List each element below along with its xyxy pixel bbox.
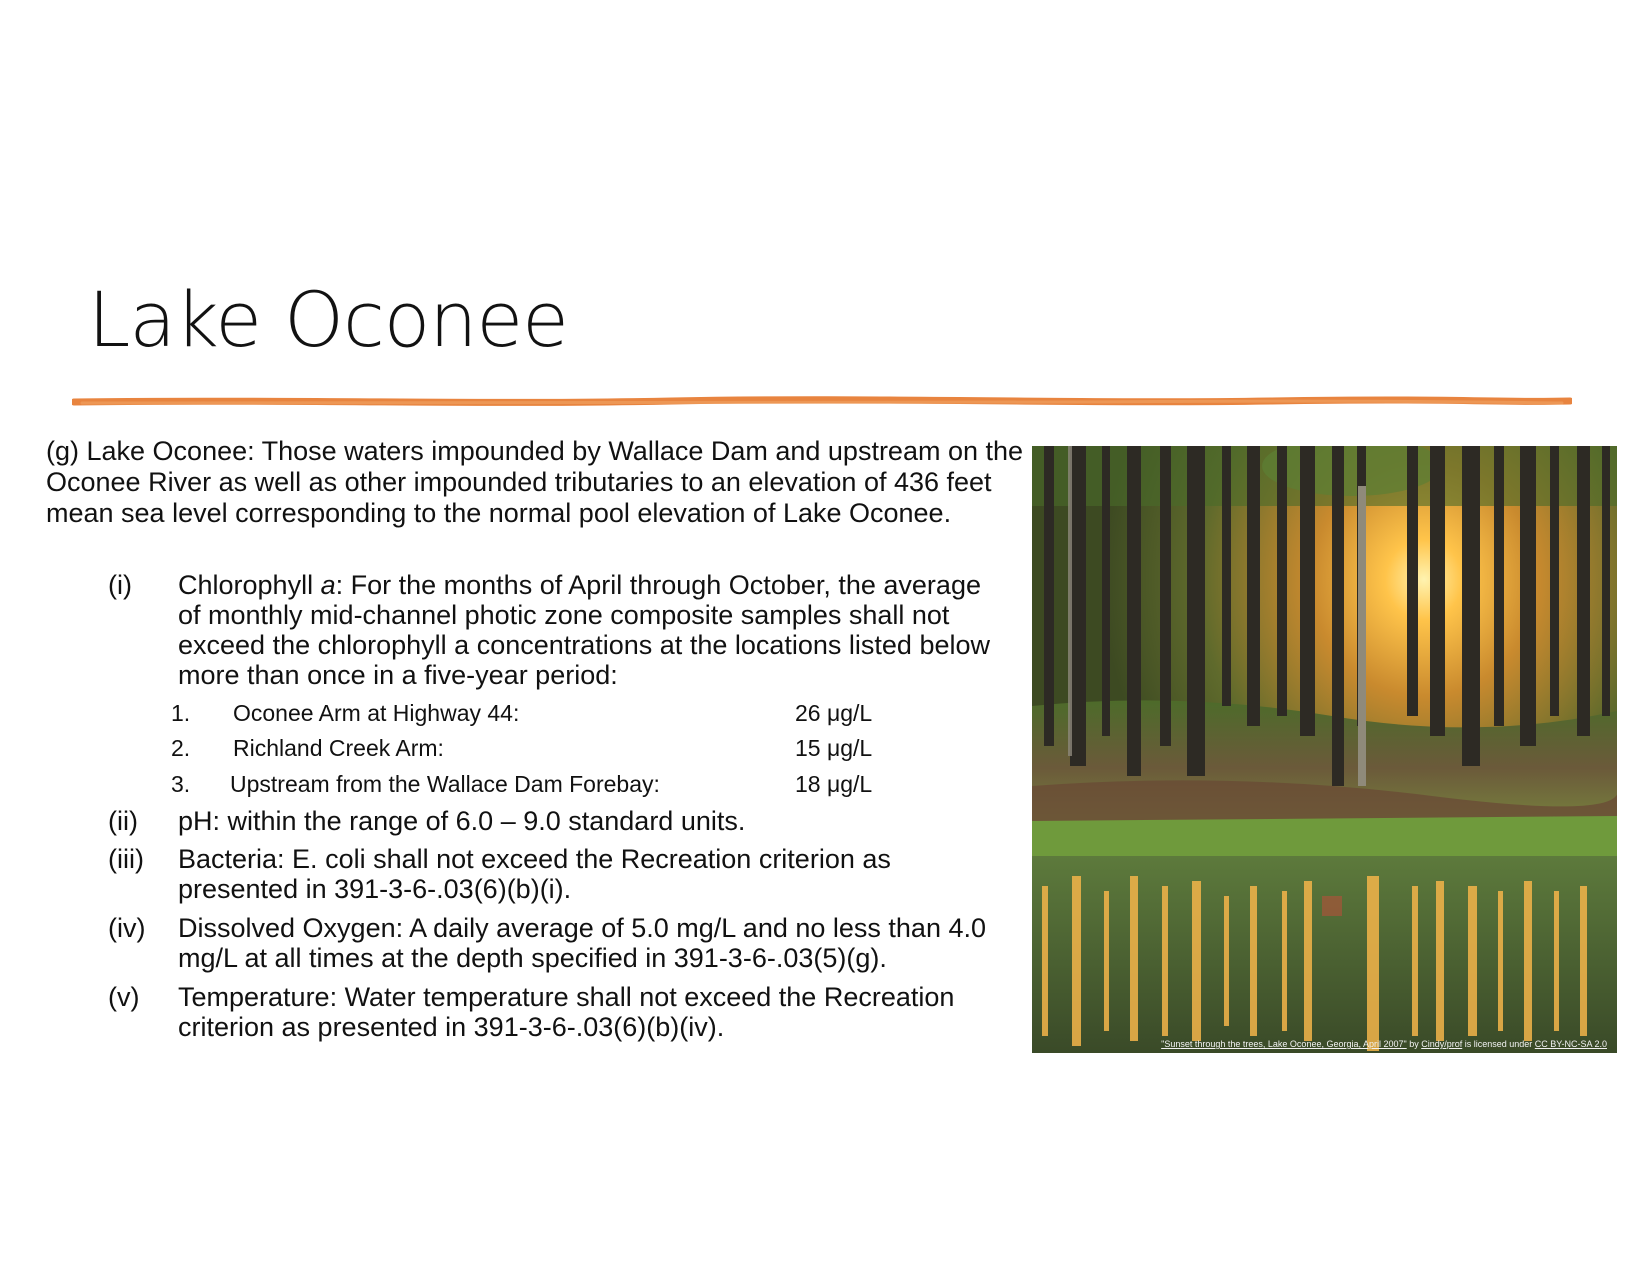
item-text: pH: within the range of 6.0 – 9.0 standard units.: [178, 806, 746, 836]
location-number: 3.: [171, 771, 191, 797]
item-text: Bacteria: E. coli shall not exceed the Recreation criterion as presented in 391-3-6-.03(6)(b)(i).: [178, 844, 891, 904]
criterion-temperature: [108, 982, 1028, 1044]
location-row: [171, 770, 931, 798]
location-name: Upstream from the Wallace Dam Forebay:: [230, 771, 660, 797]
item-text: Chlorophyll a: For the months of April through October, the average of monthly mid-channel photic zone composite samples shall not exceed the chlorophyll a concentrations at the locations listed below more than once in a five-year period:: [178, 570, 990, 690]
location-row: [171, 699, 931, 727]
item-number: (iii): [108, 844, 144, 874]
criterion-ph: [108, 806, 1008, 838]
location-row: [171, 734, 931, 762]
criterion-bacteria: [108, 844, 1008, 906]
title-underline: [72, 396, 1572, 408]
location-name: Richland Creek Arm:: [233, 735, 444, 761]
location-number: 2.: [171, 735, 191, 761]
item-number: (iv): [108, 913, 146, 943]
slide-body: [46, 436, 1026, 529]
item-text: Dissolved Oxygen: A daily average of 5.0 mg/L and no less than 4.0 mg/L at all times at the depth specified in 391-3-6-.03(5)(g).: [178, 913, 986, 973]
location-name: Oconee Arm at Highway 44:: [233, 700, 520, 726]
location-value: 26 μg/L: [795, 700, 873, 726]
photo-source-link[interactable]: "Sunset through the trees, Lake Oconee, Georgia, April 2007": [1161, 1039, 1407, 1049]
location-number: 1.: [171, 700, 191, 726]
license-link[interactable]: CC BY-NC-SA 2.0: [1534, 1039, 1607, 1049]
item-number: (v): [108, 982, 140, 1012]
location-value: 18 μg/L: [795, 771, 873, 797]
lake-sunset-photo: [1032, 446, 1617, 1053]
slide-title: Lake Oconee: [88, 275, 568, 364]
photo-attribution: "Sunset through the trees, Lake Oconee, Georgia, April 2007" by Cindy/prof is licensed under CC BY-NC-SA 2.0: [1161, 1039, 1607, 1049]
criterion-chlorophyll: [108, 570, 1008, 700]
author-link[interactable]: Cindy/prof: [1421, 1039, 1463, 1049]
item-number: (ii): [108, 806, 138, 836]
location-value: 15 μg/L: [795, 735, 873, 761]
intro-paragraph: (g) Lake Oconee: Those waters impounded by Wallace Dam and upstream on the Oconee River as well as other impounded tributaries to an elevation of 436 feet mean sea level corresponding to the normal pool elevation of Lake Oconee.: [46, 436, 1024, 528]
item-text: Temperature: Water temperature shall not exceed the Recreation criterion as presented in 391-3-6-.03(6)(b)(iv).: [178, 982, 955, 1042]
forest-lake-illustration: [1032, 446, 1617, 1053]
criterion-dissolved-oxygen: [108, 913, 1028, 975]
item-number: (i): [108, 570, 132, 600]
